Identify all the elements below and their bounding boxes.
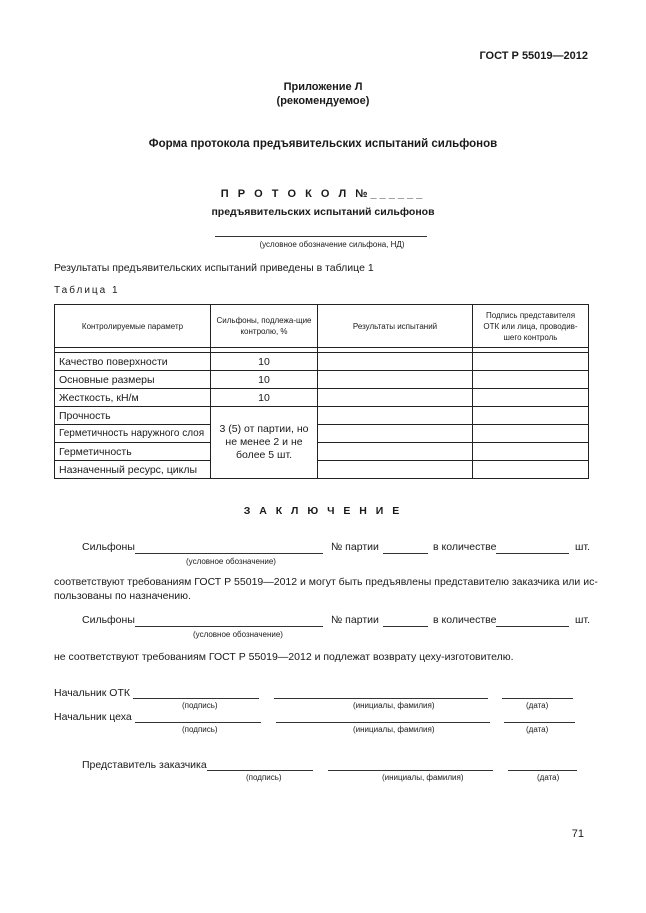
row-result-cell[interactable]: [318, 425, 473, 443]
row-result-cell[interactable]: [318, 443, 473, 461]
row-signature-cell[interactable]: [473, 353, 589, 371]
otk-date-line[interactable]: [502, 698, 573, 699]
customer-date-caption: (дата): [537, 773, 560, 782]
protocol-title: П Р О Т О К О Л №______: [220, 188, 426, 200]
row-result-cell[interactable]: [318, 389, 473, 407]
row-percent: 10: [211, 389, 318, 407]
shop-signature-line[interactable]: [135, 722, 261, 723]
header-signature: Подпись представителя ОТК или лица, проводив-шего контроль: [473, 305, 589, 348]
row-result-cell[interactable]: [318, 371, 473, 389]
conclusion-title: З А К Л Ю Ч Е Н И Е: [243, 505, 403, 517]
qty-line-2[interactable]: [496, 626, 569, 627]
customer-signature-line[interactable]: [207, 770, 313, 771]
bellows-designation-line-1[interactable]: [135, 553, 323, 554]
row-result-cell[interactable]: [318, 407, 473, 425]
protocol-subtitle: предъявительских испытаний сильфонов: [211, 206, 435, 218]
batch-label-2: № партии: [331, 614, 379, 626]
customer-name-line[interactable]: [328, 770, 493, 771]
form-title: Форма протокола предъявительских испытаний сильфонов: [148, 138, 498, 150]
table-row: [55, 371, 589, 389]
row-percent: 10: [211, 371, 318, 389]
row-result-cell[interactable]: [318, 353, 473, 371]
designation-caption: (условное обозначение сильфона, НД): [259, 240, 405, 249]
customer-name-caption: (инициалы, фамилия): [382, 773, 464, 782]
qty-label-2: в количестве: [433, 614, 497, 626]
row-signature-cell[interactable]: [473, 389, 589, 407]
table-row: [55, 389, 589, 407]
header-parameter: Контролируемые параметр: [55, 305, 211, 348]
header-percent: Сильфоны, подлежа-щие контролю, %: [211, 305, 318, 348]
row-signature-cell[interactable]: [473, 443, 589, 461]
row-signature-cell[interactable]: [473, 461, 589, 479]
customer-date-line[interactable]: [508, 770, 577, 771]
row-result-cell[interactable]: [318, 461, 473, 479]
designation-line[interactable]: [215, 236, 427, 237]
table-caption: Таблица 1: [54, 285, 120, 296]
shop-date-caption: (дата): [526, 725, 549, 734]
row-signature-cell[interactable]: [473, 371, 589, 389]
row-signature-cell[interactable]: [473, 425, 589, 443]
otk-signature-line[interactable]: [133, 698, 259, 699]
page-number: 71: [571, 828, 584, 840]
table-row: [55, 353, 589, 371]
merged-percent-cell: 3 (5) от партии, но не менее 2 и не более 5 шт.: [211, 407, 318, 479]
customer-signature-caption: (подпись): [246, 773, 282, 782]
appendix-heading: [0, 80, 646, 108]
customer-rep-label: Представитель заказчика: [82, 759, 207, 771]
otk-name-caption: (инициалы, фамилия): [353, 701, 435, 710]
document-code: ГОСТ Р 55019—2012: [479, 50, 588, 62]
shop-head-label: Начальник цеха: [54, 711, 132, 723]
table-row: [55, 443, 589, 461]
qty-label-1: в количестве: [433, 541, 497, 553]
batch-label-1: № партии: [331, 541, 379, 553]
otk-head-label: Начальник ОТК: [54, 687, 130, 699]
table-row: [55, 425, 589, 443]
unit-label-2: шт.: [575, 614, 590, 626]
batch-line-2[interactable]: [383, 626, 428, 627]
row-parameter: Прочность: [55, 407, 211, 425]
table-row: [55, 461, 589, 479]
row-parameter: Основные размеры: [55, 371, 211, 389]
bellows-label-1: Сильфоны: [82, 541, 135, 553]
bellows-designation-line-2[interactable]: [135, 626, 323, 627]
designation-caption-2: (условное обозначение): [193, 630, 283, 639]
results-table: [54, 304, 589, 479]
shop-name-line[interactable]: [276, 722, 490, 723]
intro-text: Результаты предъявительских испытаний приведены в таблице 1: [54, 262, 374, 274]
row-signature-cell[interactable]: [473, 407, 589, 425]
unit-label-1: шт.: [575, 541, 590, 553]
batch-line-1[interactable]: [383, 553, 428, 554]
header-results: Результаты испытаний: [318, 305, 473, 348]
row-parameter: Качество поверхности: [55, 353, 211, 371]
row-parameter: Назначенный ресурс, циклы: [55, 461, 211, 479]
row-percent: 10: [211, 353, 318, 371]
appendix-title: Приложение Л: [283, 81, 363, 93]
otk-date-caption: (дата): [526, 701, 549, 710]
table-row: [55, 407, 589, 425]
comply-text-1: соответствуют требованиям ГОСТ Р 55019—2012 и могут быть предъявлены представителю заказчика или ис-: [54, 576, 598, 588]
otk-signature-caption: (подпись): [182, 701, 218, 710]
designation-caption-1: (условное обозначение): [186, 557, 276, 566]
shop-name-caption: (инициалы, фамилия): [353, 725, 435, 734]
shop-date-line[interactable]: [504, 722, 575, 723]
table-header-row: [55, 305, 589, 348]
qty-line-1[interactable]: [496, 553, 569, 554]
otk-name-line[interactable]: [274, 698, 488, 699]
appendix-subtitle: (рекомендуемое): [276, 95, 370, 107]
row-parameter: Герметичность: [55, 443, 211, 461]
row-parameter: Жесткость, кН/м: [55, 389, 211, 407]
row-parameter: Герметичность наружного слоя: [55, 425, 211, 443]
shop-signature-caption: (подпись): [182, 725, 218, 734]
bellows-label-2: Сильфоны: [82, 614, 135, 626]
comply-text-2: пользованы по назначению.: [54, 590, 191, 602]
noncomply-text: не соответствуют требованиям ГОСТ Р 55019—2012 и подлежат возврату цеху-изготовителю.: [54, 651, 514, 663]
